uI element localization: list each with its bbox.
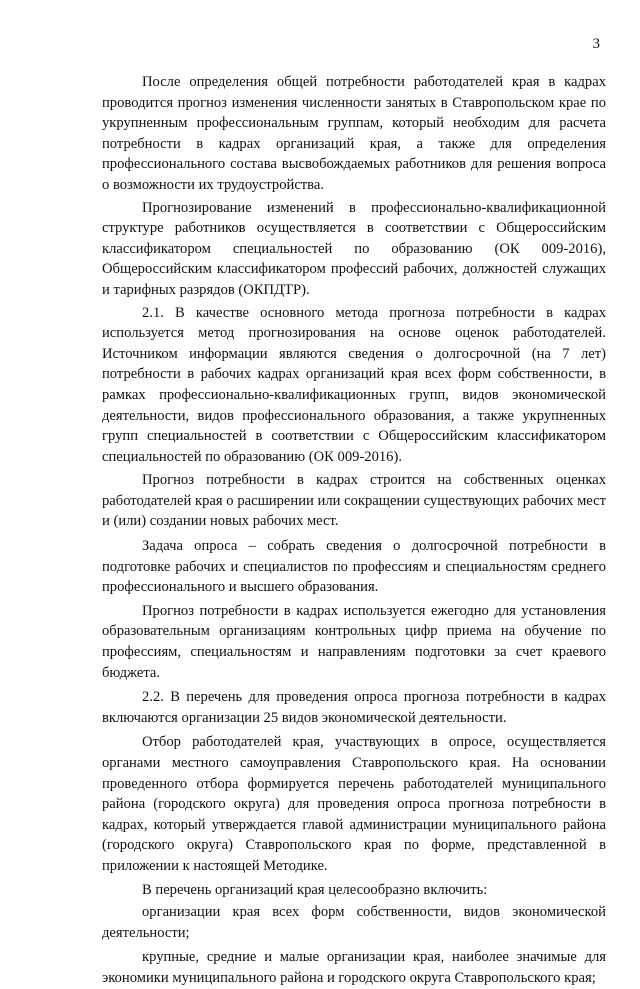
list-item-all-ownership-forms: организации края всех форм собственности, видов экономической деятельности; [102,904,606,941]
paragraph-section-2-2: 2.2. В перечень для проведения опроса прогноза потребности в кадрах включаются организации 25 видов экономической деятельности. [102,689,606,726]
paragraph-list-intro: В перечень организаций края целесообразно включить: [142,881,488,898]
paragraph-classifiers: Прогнозирование изменений в профессионально-квалификационной структуре работников осуществляется в соответствии с Общероссийским классификатором специальностей по образованию (ОК 009-2016), Общероссийским классификатором профессий рабочих, должностей служащих и тарифных разрядов (ОКПДТР). [102,199,606,298]
paragraph-survey-task: Задача опроса – собрать сведения о долгосрочной потребности в подготовке рабочих и специалистов по профессиям и специальностям среднего профессионального и высшего образования. [102,538,606,596]
paragraph-employer-estimates: Прогноз потребности в кадрах строится на собственных оценках работодателей края о расширении или сокращении существующих рабочих мест и (или) создании новых рабочих мест. [102,472,606,530]
page-number: 3 [592,36,600,52]
paragraph-admission-figures: Прогноз потребности в кадрах используется ежегодно для установления образовательным организациям контрольных цифр приема на обучение по профессиям, специальностям и направлениям подготовки за счет краевого бюджета. [102,602,606,681]
list-item-significant-organizations: крупные, средние и малые организации края, наиболее значимые для экономики муниципального района и городского округа Ставропольского края; [102,949,606,986]
document-body [102,72,606,989]
paragraph-employer-selection: Отбор работодателей края, участвующих в опросе, осуществляется органами местного самоуправления Ставропольского края. На основании проведенного отбора формируется перечень работодателей муниципального района (городского округа) для проведения опроса прогноза потребности в кадрах, который утверждается главой администрации муниципального района (городского округа) Ставропольского края по форме, представленной в приложении к настоящей Методике. [102,734,606,874]
paragraph-workforce-forecast: После определения общей потребности работодателей края в кадрах проводится прогноз изменения численности занятых в Ставропольском крае по укрупненным профессиональным группам, который необходим для расчета потребности в кадрах организаций края, а также для определения профессионального состава высвобождаемых работников для решения вопроса о возможности их трудоустройства. [102,74,606,193]
paragraph-section-2-1: 2.1. В качестве основного метода прогноза потребности в кадрах используется метод прогнозирования на основе оценок работодателей. Источником информации являются сведения о долгосрочной (на 7 лет) потребности в рабочих кадрах организаций края всех форм собственности, в рамках профессионально-квалификационных групп, видов экономической деятельности, видов профессионального образования, а также укрупненных групп специальностей в соответствии с Общероссийским классификатором специальностей по образованию (ОК 009-2016). [102,304,606,465]
